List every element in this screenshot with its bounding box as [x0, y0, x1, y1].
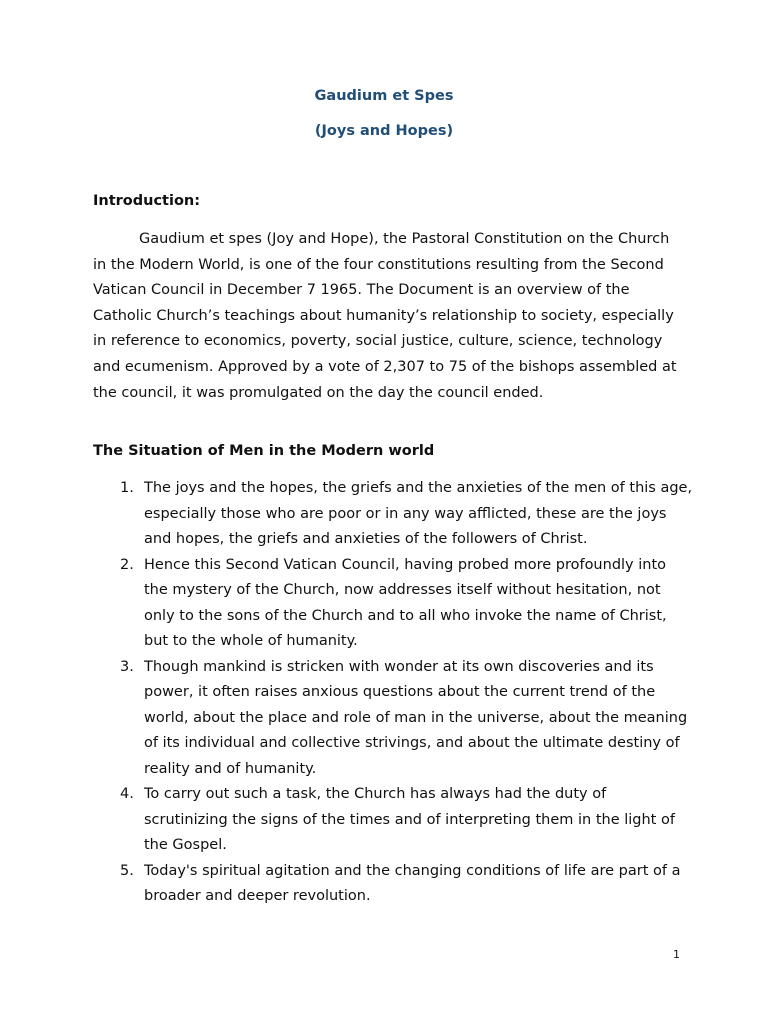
page-number: 1: [673, 948, 680, 961]
list-item-number: 3.: [120, 658, 134, 675]
list-item-text: Though mankind is stricken with wonder at its own discoveries and its power, it often raises anxious questions about the current trend of the world, about the place and role of man in the universe, about the meaning of its individual and collective strivings, and about the ultimate destiny of reality and of humanity.: [144, 658, 688, 777]
list-item-text: The joys and the hopes, the griefs and the anxieties of the men of this age, especially those who are poor or in any way afflicted, these are the joys and hopes, the griefs and anxieties of the followers of Christ.: [144, 480, 693, 547]
list-item: [93, 655, 693, 783]
list-item: [93, 782, 693, 859]
list-item: [93, 859, 693, 910]
document-title: Gaudium et Spes: [314, 88, 454, 104]
list-item-text: Hence this Second Vatican Council, having probed more profoundly into the mystery of the Church, now addresses itself without hesitation, not only to the sons of the Church and to all who invoke the name of Christ, but to the whole of humanity.: [144, 556, 667, 649]
introduction-paragraph: Gaudium et spes (Joy and Hope), the Pastoral Constitution on the Church in the Modern World, is one of the four constitutions resulting from the Second Vatican Council in December 7 1965. The Document is an overview of the Catholic Church’s teachings about humanity’s relationship to society, especially in reference to economics, poverty, social justice, culture, science, technology and ecumenism. Approved by a vote of 2,307 to 75 of the bishops assembled at the council, it was promulgated on the day the council ended.: [93, 231, 677, 401]
document-subtitle: (Joys and Hopes): [314, 123, 454, 139]
numbered-list: [93, 476, 693, 910]
list-item: [93, 553, 693, 655]
list-item-number: 1.: [120, 480, 134, 496]
list-item-text: Today's spiritual agitation and the changing conditions of life are part of a broader and deeper revolution.: [144, 862, 681, 904]
introduction-heading: Introduction:: [93, 193, 201, 209]
list-item-text: To carry out such a task, the Church has always had the duty of scrutinizing the signs of the times and of interpreting them in the light of the Gospel.: [144, 786, 675, 853]
list-item: [93, 476, 693, 553]
list-item-number: 4.: [120, 786, 134, 802]
list-item-number: 2.: [120, 556, 134, 573]
section-heading: The Situation of Men in the Modern world: [93, 443, 435, 459]
list-item-number: 5.: [120, 862, 134, 879]
